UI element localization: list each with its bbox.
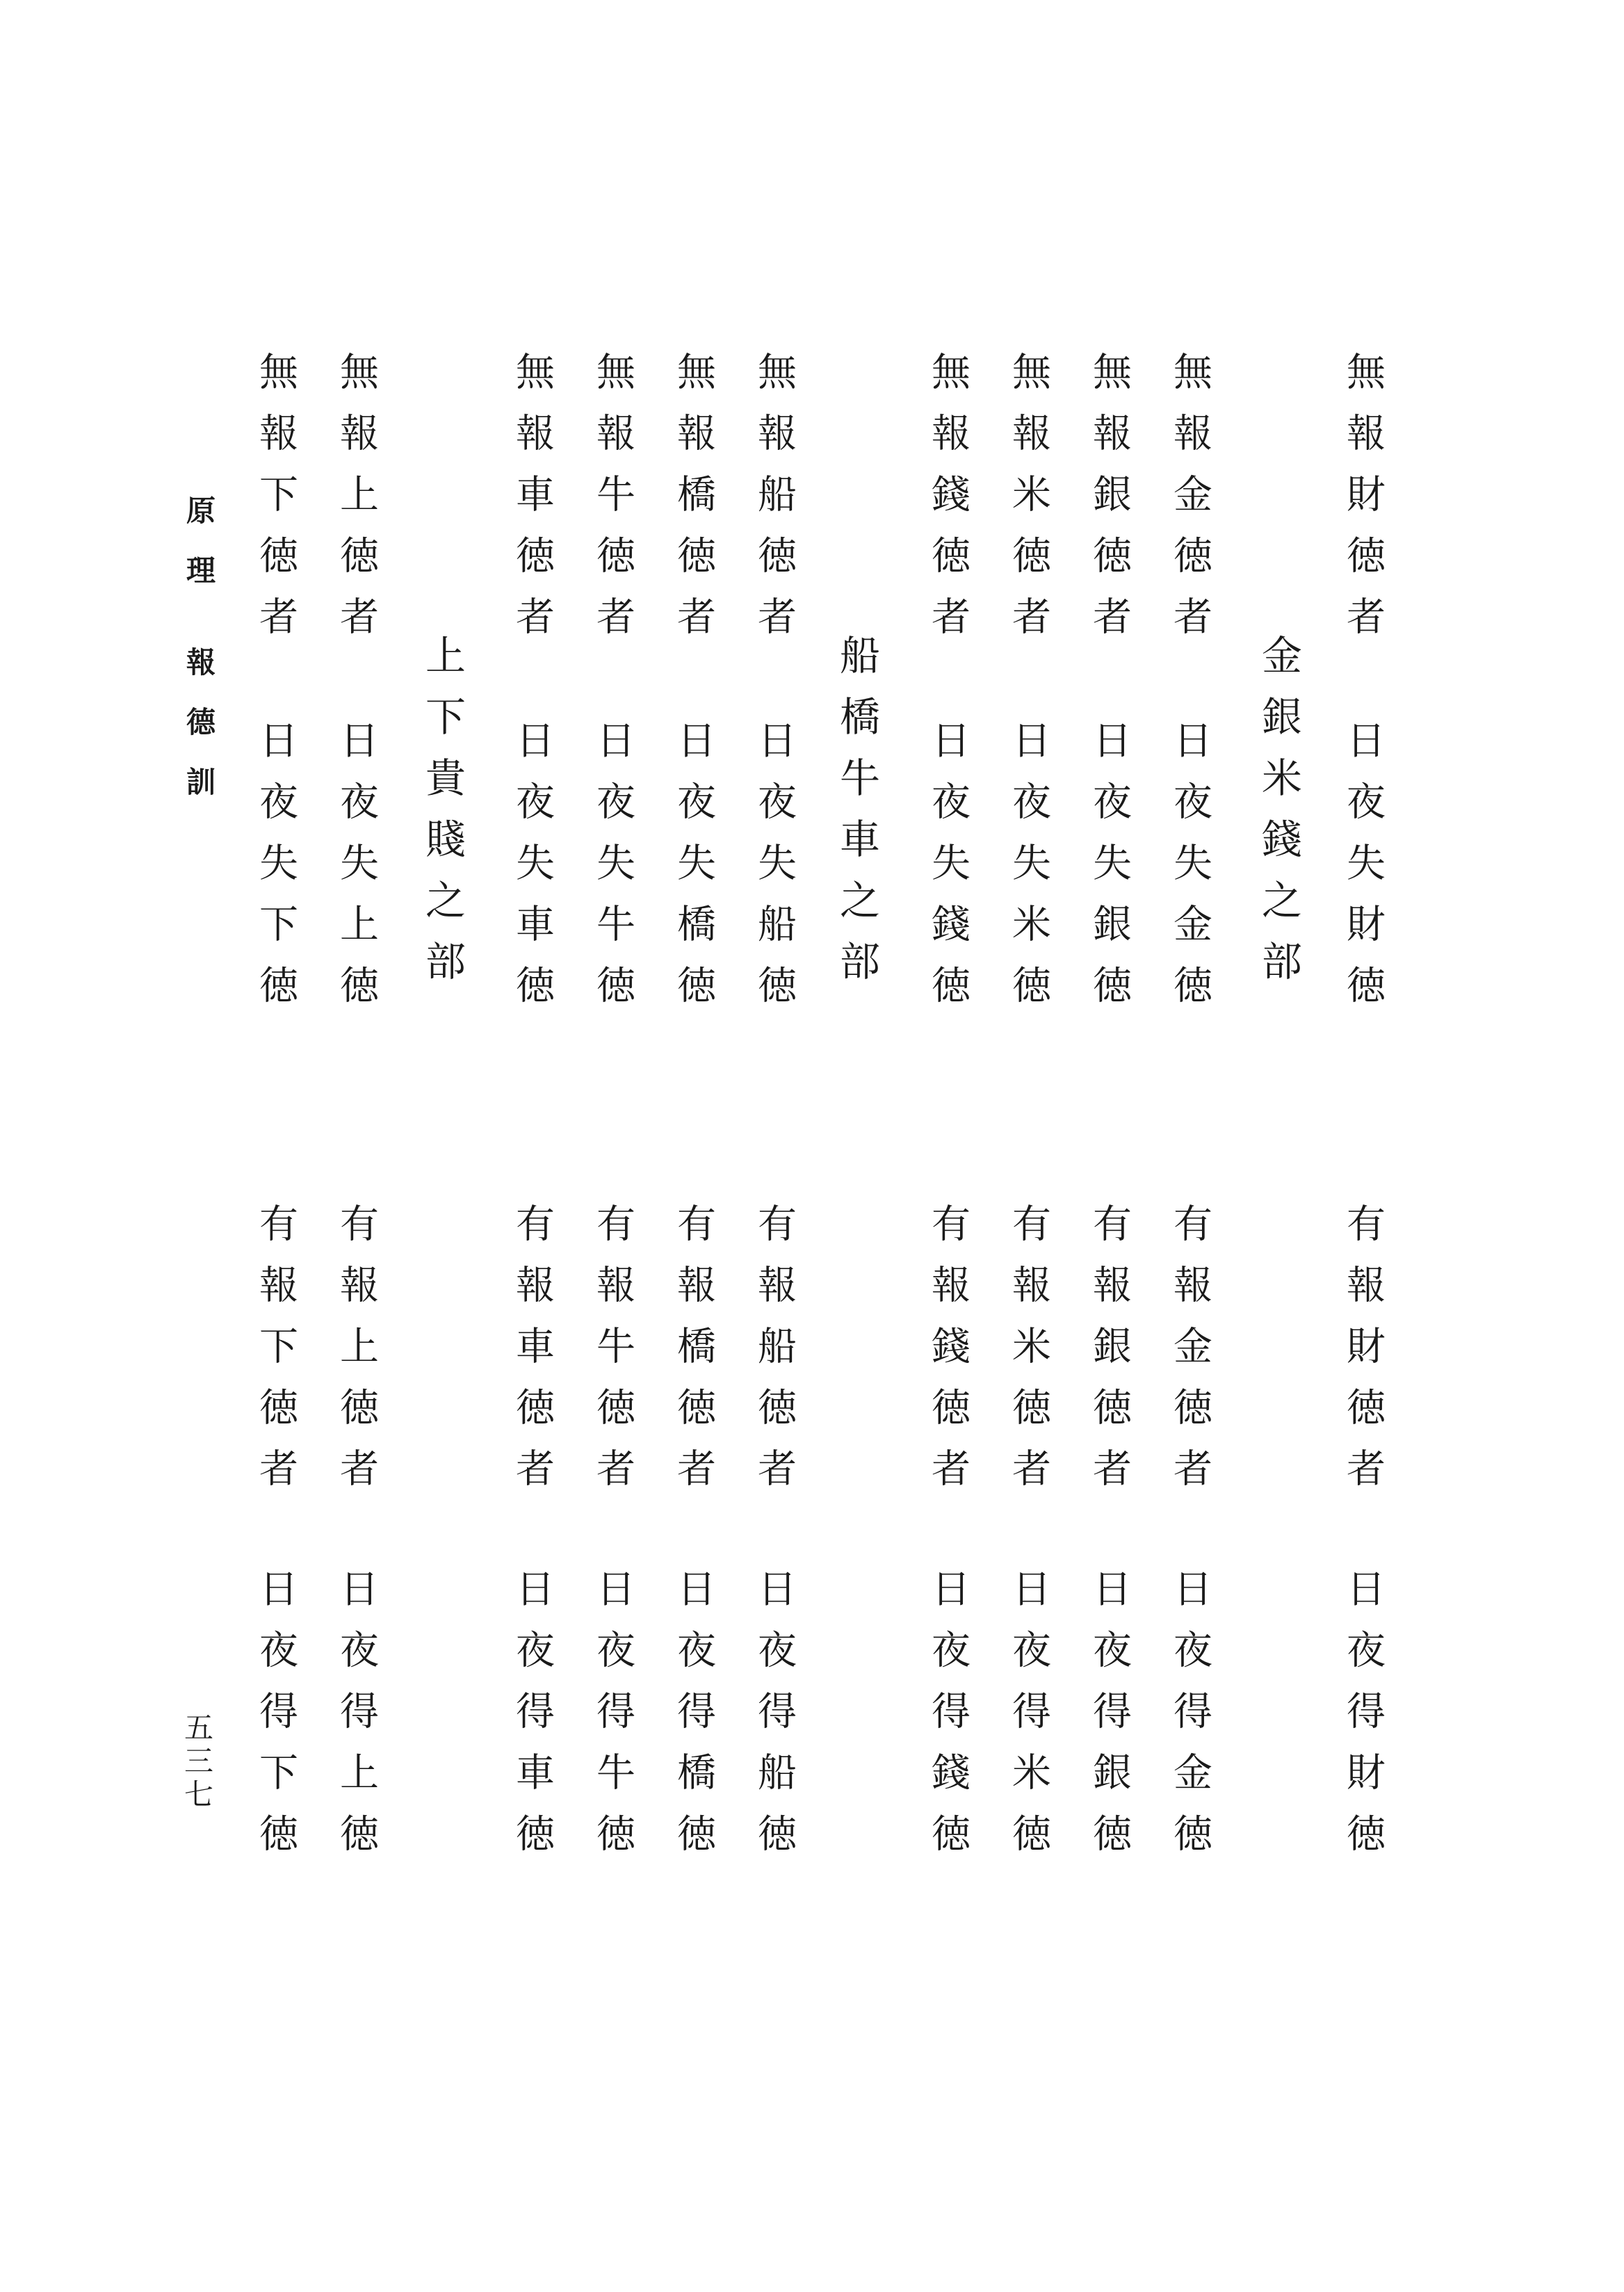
verse-top-sen-b: 日夜失錢徳 xyxy=(925,720,971,1026)
heading-fune-hashi-ushi-kuruma: 船橋牛車之部 xyxy=(833,634,880,1001)
verse-bottom-ushi-a: 有報牛徳者 xyxy=(590,1203,635,1509)
verse-top-bei-a: 無報米徳者 xyxy=(1006,351,1051,657)
running-header-book: 原理 xyxy=(182,495,216,615)
page-number: 五三七 xyxy=(180,1712,214,1812)
verse-bottom-shita-a: 有報下徳者 xyxy=(253,1203,298,1509)
verse-bottom-fune-b: 日夜得船徳 xyxy=(752,1568,797,1874)
verse-bottom-fune-a: 有報船徳者 xyxy=(752,1203,797,1509)
verse-bottom-kin-a: 有報金徳者 xyxy=(1167,1203,1212,1509)
verse-bottom-gin-a: 有報銀徳者 xyxy=(1087,1203,1132,1509)
verse-top-ushi-a: 無報牛徳者 xyxy=(590,351,635,657)
verse-top-bei-b: 日夜失米徳 xyxy=(1006,720,1051,1026)
verse-top-zai-b: 日夜失財徳 xyxy=(1340,720,1386,1026)
verse-bottom-ushi-b: 日夜得牛徳 xyxy=(590,1568,635,1874)
verse-bottom-ue-b: 日夜得上徳 xyxy=(334,1568,379,1874)
verse-top-kin-b: 日夜失金徳 xyxy=(1167,720,1212,1026)
verse-top-gin-a: 無報銀徳者 xyxy=(1087,351,1132,657)
verse-bottom-bei-b: 日夜得米徳 xyxy=(1006,1568,1051,1874)
verse-bottom-hashi-b: 日夜得橋徳 xyxy=(671,1568,716,1874)
heading-jouge-kisen: 上下貴賤之部 xyxy=(419,634,466,1001)
verse-top-ushi-b: 日夜失牛徳 xyxy=(590,720,635,1026)
verse-bottom-bei-a: 有報米徳者 xyxy=(1006,1203,1051,1509)
verse-top-ue-a: 無報上徳者 xyxy=(334,351,379,657)
verse-top-gin-b: 日夜失銀徳 xyxy=(1087,720,1132,1026)
verse-bottom-shita-b: 日夜得下徳 xyxy=(253,1568,298,1874)
verse-top-ue-b: 日夜失上徳 xyxy=(334,720,379,1026)
verse-top-kuruma-a: 無報車徳者 xyxy=(510,351,555,657)
verse-bottom-sen-a: 有報錢徳者 xyxy=(925,1203,971,1509)
verse-bottom-zai-a: 有報財徳者 xyxy=(1340,1203,1386,1509)
verse-top-kin-a: 無報金徳者 xyxy=(1167,351,1212,657)
verse-top-zai-a: 無報財徳者 xyxy=(1340,351,1386,657)
verse-bottom-kuruma-a: 有報車徳者 xyxy=(510,1203,555,1509)
heading-kin-gin-bei-sen: 金銀米錢之部 xyxy=(1255,634,1302,1001)
verse-bottom-kin-b: 日夜得金徳 xyxy=(1167,1568,1212,1874)
verse-bottom-ue-a: 有報上徳者 xyxy=(334,1203,379,1509)
verse-bottom-zai-b: 日夜得財徳 xyxy=(1340,1568,1386,1874)
verse-top-fune-b: 日夜失船徳 xyxy=(752,720,797,1026)
verse-bottom-gin-b: 日夜得銀徳 xyxy=(1087,1568,1132,1874)
verse-top-shita-a: 無報下徳者 xyxy=(253,351,298,657)
verse-top-hashi-b: 日夜失橋徳 xyxy=(671,720,716,1026)
verse-bottom-hashi-a: 有報橋徳者 xyxy=(671,1203,716,1509)
verse-top-sen-a: 無報錢徳者 xyxy=(925,351,971,657)
verse-bottom-sen-b: 日夜得錢徳 xyxy=(925,1568,971,1874)
verse-top-shita-b: 日夜失下徳 xyxy=(253,720,298,1026)
verse-top-hashi-a: 無報橋徳者 xyxy=(671,351,716,657)
verse-top-kuruma-b: 日夜失車徳 xyxy=(510,720,555,1026)
verse-top-fune-a: 無報船徳者 xyxy=(752,351,797,657)
verse-bottom-kuruma-b: 日夜得車徳 xyxy=(510,1568,555,1874)
running-header-section: 報德訓 xyxy=(182,647,216,826)
